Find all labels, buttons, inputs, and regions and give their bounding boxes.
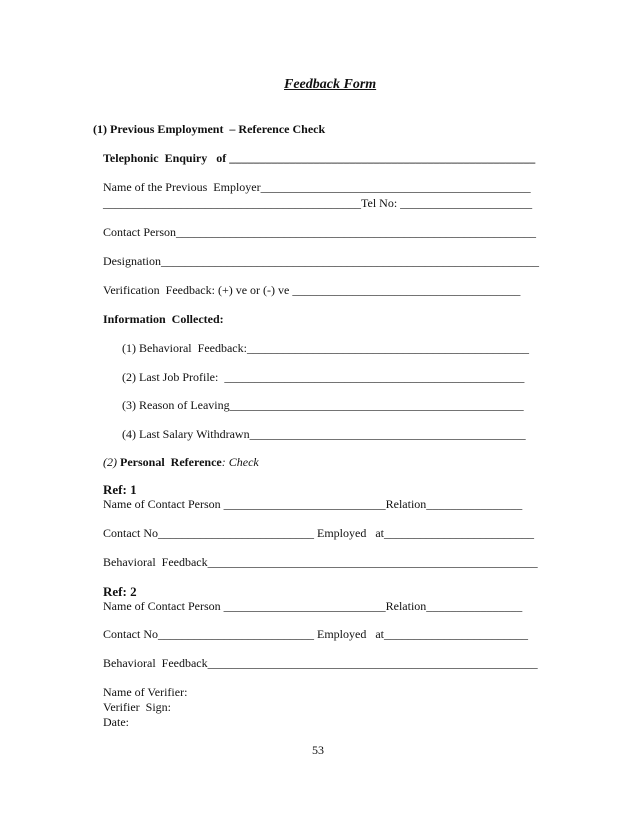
date-label: Date: (103, 715, 129, 729)
ref1-label: Ref: 1 (103, 482, 137, 497)
ref2-name-relation-field: Name of Contact Person ___________________________Relation________________ (103, 599, 523, 613)
ref1-behavioral-field: Behavioral Feedback_______________________________________________________ (103, 555, 538, 569)
ref1-contact-employed-field: Contact No__________________________ Employed at_________________________ (103, 526, 534, 540)
section2-title: Personal Reference (120, 455, 222, 469)
page-title: Feedback Form (284, 77, 377, 92)
section2-subtitle: : Check (221, 455, 259, 469)
info-item-behavioral: (1) Behavioral Feedback:_______________________________________________ (122, 341, 529, 355)
info-item-last-job-profile: (2) Last Job Profile: __________________________________________________ (122, 370, 525, 384)
section1-heading: (1) Previous Employment – Reference Check (93, 122, 326, 136)
ref1-name-relation-field: Name of Contact Person ___________________________Relation________________ (103, 497, 523, 511)
verification-feedback-field: Verification Feedback: (+) ve or (-) ve ______________________________________ (103, 283, 521, 297)
page-number: 53 (312, 743, 324, 757)
section2-heading (103, 455, 259, 470)
previous-employer-field: Name of the Previous Employer_____________________________________________ (103, 180, 531, 194)
telephonic-enquiry-field: Telephonic Enquiry of ___________________________________________________ (103, 151, 536, 165)
info-collected-heading: Information Collected: (103, 312, 224, 326)
designation-field: Designation_______________________________________________________________ (103, 254, 539, 268)
verifier-sign-label: Verifier Sign: (103, 700, 171, 714)
info-item-reason-of-leaving: (3) Reason of Leaving_________________________________________________ (122, 398, 524, 412)
ref2-label: Ref: 2 (103, 584, 137, 599)
ref2-behavioral-field: Behavioral Feedback_______________________________________________________ (103, 656, 538, 670)
tel-no-field: ___________________________________________Tel No: ______________________ (103, 196, 533, 210)
contact-person-field: Contact Person____________________________________________________________ (103, 225, 536, 239)
section2-number: (2) (103, 455, 120, 469)
verifier-name-label: Name of Verifier: (103, 685, 188, 699)
ref2-contact-employed-field: Contact No__________________________ Employed at________________________ (103, 627, 528, 641)
info-item-last-salary: (4) Last Salary Withdrawn______________________________________________ (122, 427, 526, 441)
